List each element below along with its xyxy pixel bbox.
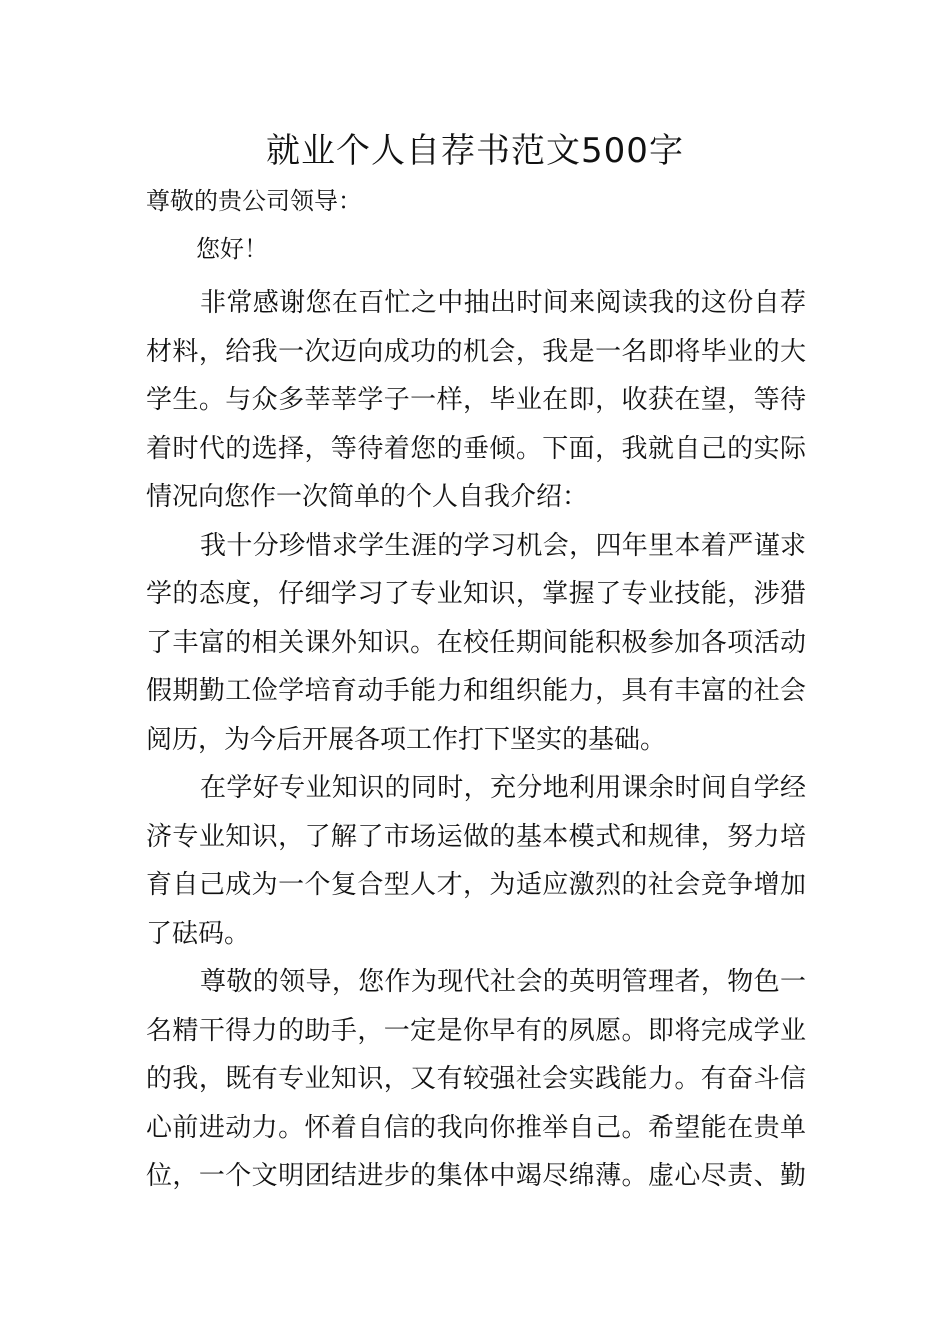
text-line: 假期勤工俭学培育动手能力和组织能力，具有丰富的社会 — [146, 676, 806, 706]
text-line: 济专业知识，了解了市场运做的基本模式和规律，努力培 — [146, 821, 806, 852]
letter-body — [146, 279, 806, 1201]
text-line: 位，一个文明团结进步的集体中竭尽绵薄。虚心尽责、勤 — [146, 1161, 806, 1191]
text-line: 了丰富的相关课外知识。在校任期间能积极参加各项活动 — [146, 627, 806, 658]
text-line: 育自己成为一个复合型人才，为适应激烈的社会竞争增加 — [146, 870, 806, 900]
paragraph — [146, 958, 806, 1201]
text-line: 学的态度，仔细学习了专业知识，掌握了专业技能，涉猎 — [146, 579, 806, 609]
paragraph — [146, 764, 806, 958]
text-line: 的我，既有专业知识，又有较强社会实践能力。有奋斗信 — [146, 1064, 806, 1094]
text-line: 材料，给我一次迈向成功的机会，我是一名即将毕业的大 — [146, 336, 806, 367]
text-line: 我十分珍惜求学生涯的学习机会，四年里本着严谨求 — [200, 530, 806, 561]
paragraph — [146, 522, 806, 765]
text-line: 情况向您作一次简单的个人自我介绍： — [146, 482, 589, 512]
text-line: 非常感谢您在百忙之中抽出时间来阅读我的这份自荐 — [200, 288, 806, 318]
text-line: 名精干得力的助手，一定是你早有的夙愿。即将完成学业 — [146, 1015, 806, 1046]
text-line: 着时代的选择，等待着您的垂倾。下面，我就自己的实际 — [146, 433, 806, 464]
greeting: 您好！ — [196, 235, 268, 263]
document-title: 就业个人自荐书范文500字 — [266, 131, 684, 171]
paragraph — [146, 279, 806, 522]
text-line: 心前进动力。怀着自信的我向你推举自己。希望能在贵单 — [146, 1112, 806, 1143]
text-line: 尊敬的领导，您作为现代社会的英明管理者，物色一 — [200, 967, 806, 997]
text-line: 在学好专业知识的同时，充分地利用课余时间自学经 — [200, 773, 806, 803]
text-line: 学生。与众多莘莘学子一样，毕业在即，收获在望，等待 — [146, 385, 806, 415]
text-line: 阅历，为今后开展各项工作打下坚实的基础。 — [146, 724, 667, 755]
salutation: 尊敬的贵公司领导： — [146, 187, 362, 215]
text-line: 了砝码。 — [146, 918, 251, 949]
